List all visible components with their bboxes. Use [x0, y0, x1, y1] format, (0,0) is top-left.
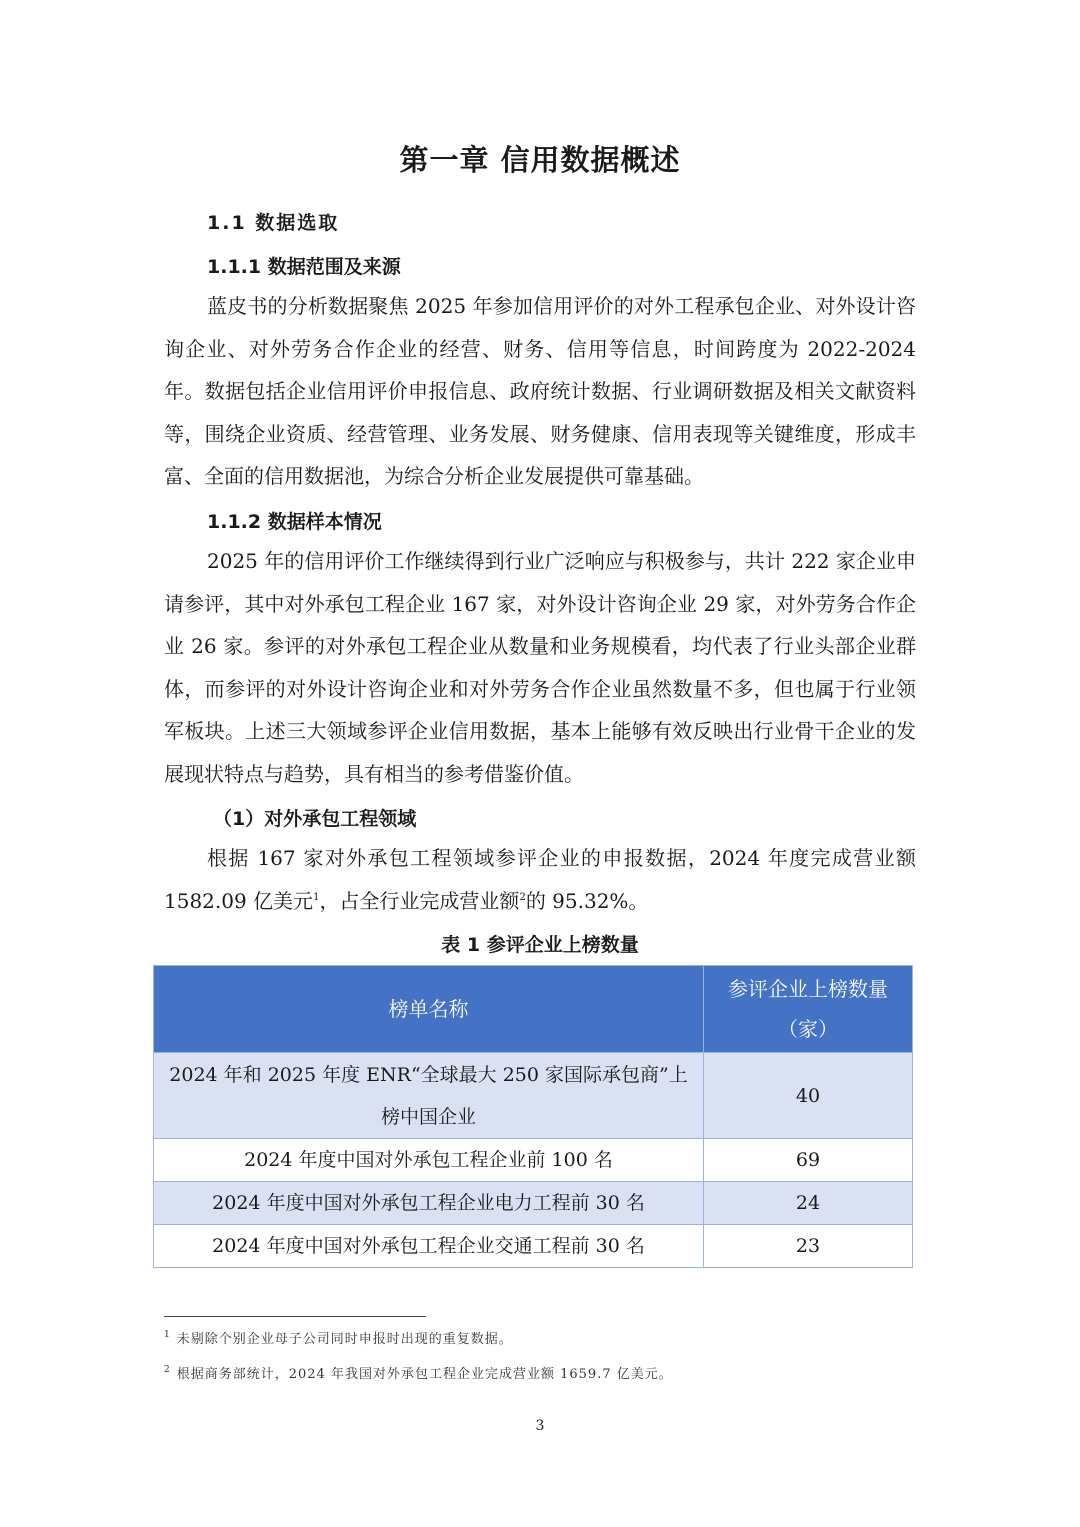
row-count: 69 [704, 1139, 913, 1182]
paragraph-data-sample: 2025 年的信用评价工作继续得到行业广泛响应与积极参与，共计 222 家企业申请参评，其中对外承包工程企业 167 家，对外设计咨询企业 29 家，对外劳务合作企业 26 家。参评的对外承包工程企业从数量和业务规模看，均代表了行业头部企业群体，而参评的对外设计咨询企业和对外劳务合作企业虽然数量不多，但也属于行业领军板块。上述三大领域参评企业信用数据，基本上能够有效反映出行业骨干企业的发展现状特点与趋势，具有相当的参考借鉴价值。 [164, 549, 916, 786]
row-count: 24 [704, 1182, 913, 1225]
row-name: 2024 年度中国对外承包工程企业交通工程前 30 名 [154, 1225, 704, 1268]
paragraph-text-b: ，占全行业完成营业额 [319, 888, 520, 913]
footnote-2 [164, 1363, 673, 1382]
row-name: 2024 年和 2025 年度 ENR“全球最大 250 家国际承包商”上榜中国企业 [154, 1053, 704, 1139]
header-count: 参评企业上榜数量（家） [704, 966, 913, 1053]
chapter-title: 第一章 信用数据概述 [399, 143, 681, 177]
table-row [154, 1053, 913, 1139]
table-header-row [154, 966, 913, 1053]
paragraph-contracting [164, 837, 916, 922]
footnote-ref-2[interactable]: 2 [519, 891, 526, 903]
table-row [154, 1225, 913, 1268]
footnote-mark: 2 [164, 1365, 171, 1375]
footnote-text: 未剔除个别企业母子公司同时申报时出现的重复数据。 [176, 1332, 513, 1347]
row-count: 40 [704, 1053, 913, 1139]
footnote-mark: 1 [164, 1330, 171, 1340]
subsection-heading-2: 1.1.2 数据样本情况 [207, 511, 382, 533]
footnote-ref-1[interactable]: 1 [313, 891, 320, 903]
paragraph-data-scope: 蓝皮书的分析数据聚焦 2025 年参加信用评价的对外工程承包企业、对外设计咨询企业、对外劳务合作企业的经营、财务、信用等信息，时间跨度为 2022-2024 年。数据包括企业信用评价申报信息、政府统计数据、行业调研数据及相关文献资料等，围绕企业资质、经营管理、业务发展、财务健康、信用表现等关键维度，形成丰富、全面的信用数据池，为综合分析企业发展提供可靠基础。 [164, 294, 916, 488]
ranking-table [153, 965, 913, 1268]
footnote-1 [164, 1328, 513, 1347]
section-heading: 1.1 数据选取 [207, 212, 340, 234]
subsection-heading-1: 1.1.1 数据范围及来源 [207, 256, 401, 278]
row-name: 2024 年度中国对外承包工程企业前 100 名 [154, 1139, 704, 1182]
paragraph-text-a: 根据 167 家对外承包工程领域参评企业的申报数据，2024 年度完成营业额 1582.09 亿美元 [164, 846, 916, 913]
footnote-divider [164, 1316, 426, 1317]
domain-heading: （1）对外承包工程领域 [213, 808, 417, 830]
header-list-name: 榜单名称 [154, 966, 704, 1053]
table-caption: 表 1 参评企业上榜数量 [441, 934, 639, 956]
table-row [154, 1139, 913, 1182]
row-count: 23 [704, 1225, 913, 1268]
page-number: 3 [535, 1418, 545, 1434]
table-row [154, 1182, 913, 1225]
footnote-text: 根据商务部统计，2024 年我国对外承包工程企业完成营业额 1659.7 亿美元。 [176, 1367, 673, 1382]
row-name: 2024 年度中国对外承包工程企业电力工程前 30 名 [154, 1182, 704, 1225]
paragraph-text-c: 的 95.32%。 [525, 888, 649, 913]
